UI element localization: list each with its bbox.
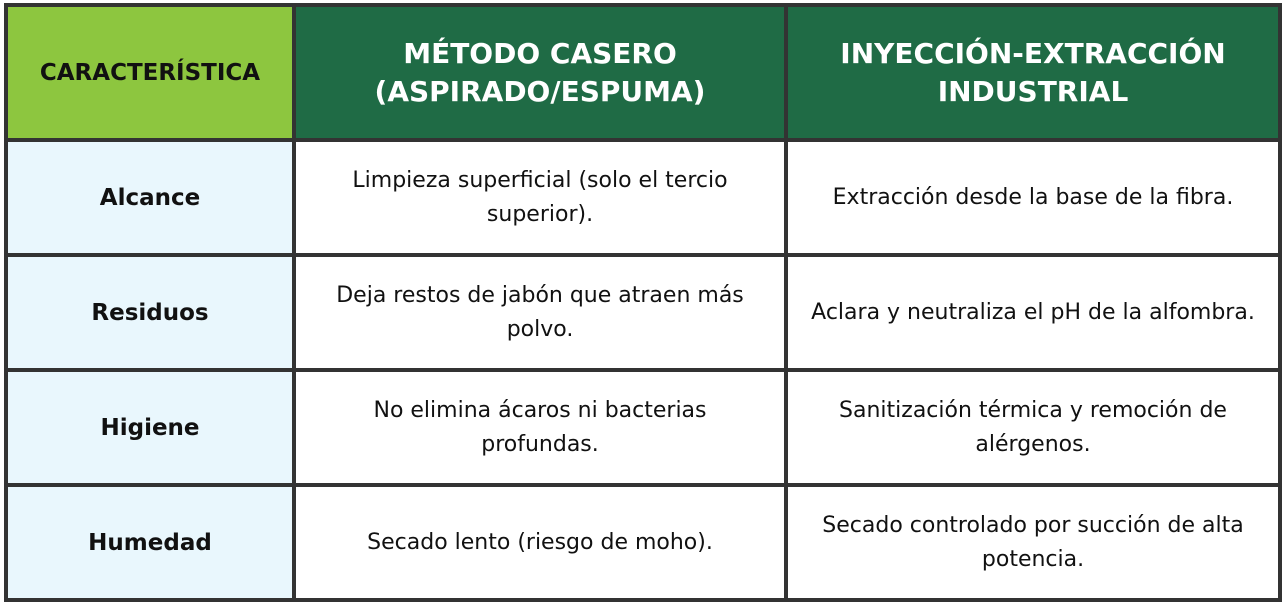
- table-row: [6, 255, 1280, 370]
- header-industrial-method-line-2: INDUSTRIAL: [937, 74, 1129, 108]
- table-row: [6, 370, 1280, 485]
- comparison-table-container: [4, 3, 1278, 599]
- header-home-method-line-1: MÉTODO CASERO: [403, 36, 677, 70]
- comparison-table: [4, 3, 1282, 602]
- cell-industrial-alcance: Extracción desde la base de la fibra.: [786, 140, 1280, 255]
- cell-industrial-higiene: Sanitización térmica y remoción de alérgenos.: [786, 370, 1280, 485]
- cell-industrial-humedad: Secado controlado por succión de alta potencia.: [786, 485, 1280, 600]
- cell-home-higiene: No elimina ácaros ni bacterias profundas.: [294, 370, 786, 485]
- row-label-higiene: Higiene: [6, 370, 294, 485]
- cell-home-alcance: Limpieza superficial (solo el tercio superior).: [294, 140, 786, 255]
- cell-home-humedad: Secado lento (riesgo de moho).: [294, 485, 786, 600]
- row-label-humedad: Humedad: [6, 485, 294, 600]
- row-label-alcance: Alcance: [6, 140, 294, 255]
- header-industrial-method: [786, 5, 1280, 140]
- header-industrial-method-line-1: INYECCIÓN-EXTRACCIÓN: [840, 36, 1226, 70]
- header-row: [6, 5, 1280, 140]
- cell-home-residuos: Deja restos de jabón que atraen más polvo.: [294, 255, 786, 370]
- header-feature: CARACTERÍSTICA: [6, 5, 294, 140]
- table-row: [6, 140, 1280, 255]
- row-label-residuos: Residuos: [6, 255, 294, 370]
- table-row: [6, 485, 1280, 600]
- cell-industrial-residuos: Aclara y neutraliza el pH de la alfombra.: [786, 255, 1280, 370]
- header-home-method: [294, 5, 786, 140]
- header-home-method-line-2: (ASPIRADO/ESPUMA): [374, 74, 706, 108]
